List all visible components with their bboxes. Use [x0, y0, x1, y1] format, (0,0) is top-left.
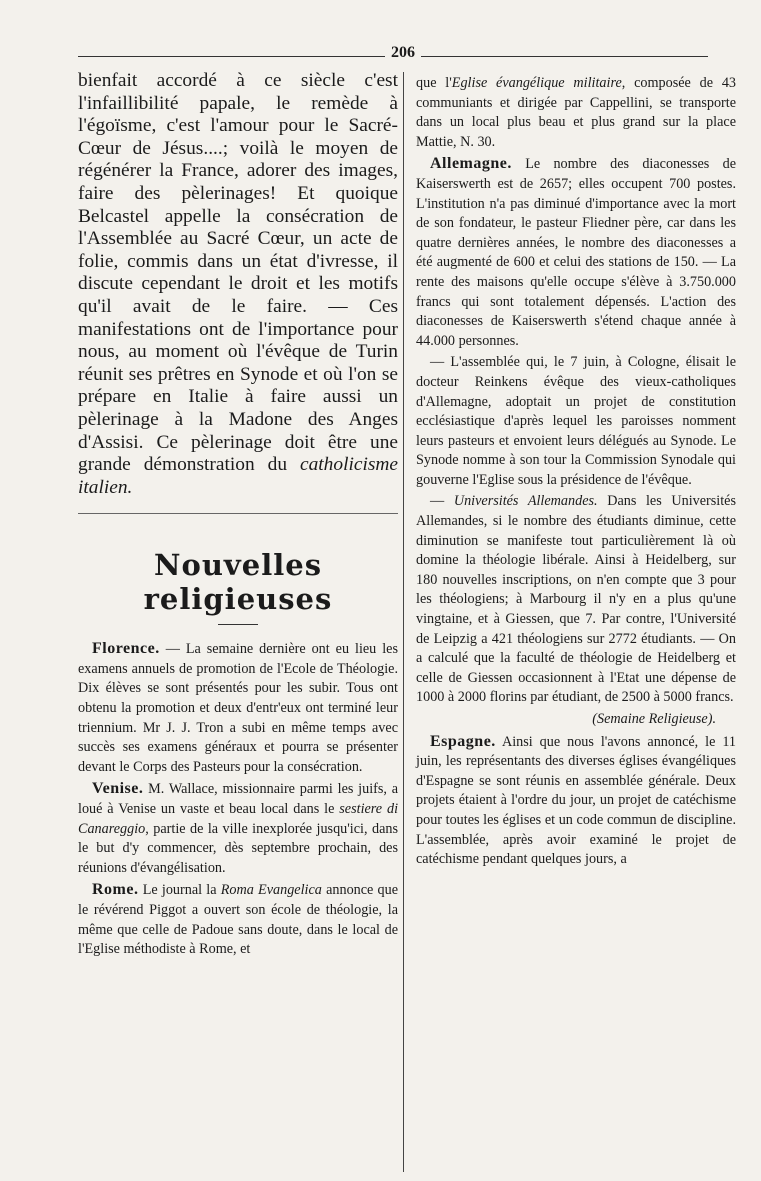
news-item-cologne: — L'assemblée qui, le 7 juin, à Cologne, élisait le docteur Reinkens évêque des vieux-catholiques d'Allemagne, adoptait un projet de constitution ecclésiastique d'après lequel les paroisses nomment leurs pasteurs et envoient leurs délégués au Synode. Le Synode nomme à son tour la Commission Synodale qui gouverne l'Eglise sous la présidence de l'évêque. — [416, 354, 736, 488]
essay-paragraph: bienfait accordé à ce siècle c'est l'infaillibilité papale, le remède à l'égoïsme, c'est l'amour pour le Sacré-Cœur de Jésus....; voilà le moyen de régénérer la France, adorer des images, faire des pèlerinages! Et quoique Belcastel appelle la consécration de l'Assemblée au Sacré Cœur, un acte de folie, commis dans un état d'ivresse, il discute cependant le droit et les motifs qu'il avait de le faire. — Ces manifestations ont de l'importance pour nous, au moment où l'évêque de Turin réunit ses prêtres en Synode et où l'on se prépare en Italie à faire aussi un pèlerinage à la Madone des Anges d'Assisi. Ce pèlerinage doit être une grande démonstration du catholicisme italien. — [78, 70, 398, 498]
section-separator — [78, 513, 398, 514]
left-column — [78, 70, 398, 962]
column-divider — [403, 72, 404, 1172]
place-venise: Venise. — [92, 780, 144, 798]
news-item-universites: — Universités Allemandes. Dans les Universités Allemandes, si le nombre des étudiants diminue, cette diminution se manifeste tout particulièrement là où domine la théologie libérale. Ainsi à Heidelberg, sur 180 nouvelles inscriptions, on n'en compte que 3 pour les théologiens; à Marbourg il n'y en a plus qu'une vingtaine, et à Giessen, que 7. Par contre, l'Université de Leipzig a 421 théologiens sur 2772 étudiants. — On a calculé que la faculté de théologie de Heidelberg et celle de Giessen occasionnent à l'Etat une dépense de 1000 à 2000 florins par étudiant, de 2500 à 5000 francs. — [416, 493, 737, 706]
place-allemagne: Allemagne. — [430, 155, 512, 173]
heading-rule — [218, 624, 258, 625]
news-item-rome: Rome. Le journal la Roma Evangelica annonce que le révérend Piggot a ouvert son école de théologie, la même que celle de Padoue sans doute, dans le local de l'Eglise méthodiste à Rome, et — [78, 881, 399, 958]
section-heading: Nouvelles religieuses — [143, 548, 333, 617]
news-items-right — [416, 74, 736, 870]
essay-italic-phrase: catholicisme italien. — [78, 454, 398, 498]
news-item-espagne: Espagne. Ainsi que nous l'avons annoncé, le 11 juin, les représentants des diverses églises évangéliques d'Espagne se sont réunis en assemblée générale. Deux projets étaient à l'ordre du jour, un projet de catéchisme pour toutes les églises et un code commun de discipline. L'assemblée, après avoir examiné le projet de catéchisme pendant quelques jours, a — [416, 732, 737, 868]
right-column — [416, 74, 736, 872]
news-items-left — [78, 639, 398, 960]
page-number: 206 — [385, 44, 421, 62]
place-florence: Florence. — [92, 640, 160, 658]
essay-continuation — [78, 70, 398, 499]
place-rome: Rome. — [92, 881, 139, 899]
rome-continuation: que l'Eglise évangélique militaire, composée de 43 communiants et dirigée par Cappellini, se transporte dans un local plus beau et plus grand sur la place Mattie, N. 30. — [416, 75, 737, 150]
place-espagne: Espagne. — [430, 732, 496, 750]
news-item-allemagne: Allemagne. Le nombre des diaconesses de Kaiserswerth est de 2657; elles occupent 700 postes. L'institution n'a pas diminué d'importance avec la mort de son fondateur, le pasteur Fliedner père, car dans les quatre dernières années, le nombre des diaconesses a été augmenté de 600 et celui des stations de 150. — La rente des maisons qu'elle occupe s'élève à 3.750.000 francs qui sont totalement dépensés. L'action des diaconesses de Kaiserswerth s'étend chaque année à 44.000 personnes. — [416, 155, 736, 349]
source-citation: (Semaine Religieuse). — [592, 711, 716, 727]
news-item-florence: Florence. — La semaine dernière ont eu lieu les examens annuels de promotion de l'Ecole de Théologie. Dix élèves se sont présentés pour les subir. Tous ont obtenu la promotion et deux d'entr'eux ont terminé leur triennium. Mr J. J. Tron a subi en même temps avec succès ses examens généraux et pourra se présenter devant le Corps des Pasteurs pour la consécration. — [78, 640, 398, 775]
news-item-venise: Venise. M. Wallace, missionnaire parmi les juifs, a loué à Venise un vaste et beau local dans le sestiere di Canareggio, partie de la ville inexplorée jusqu'ici, dans le but d'y commencer, dès septembre prochain, des réunions d'évangélisation. — [78, 780, 399, 876]
